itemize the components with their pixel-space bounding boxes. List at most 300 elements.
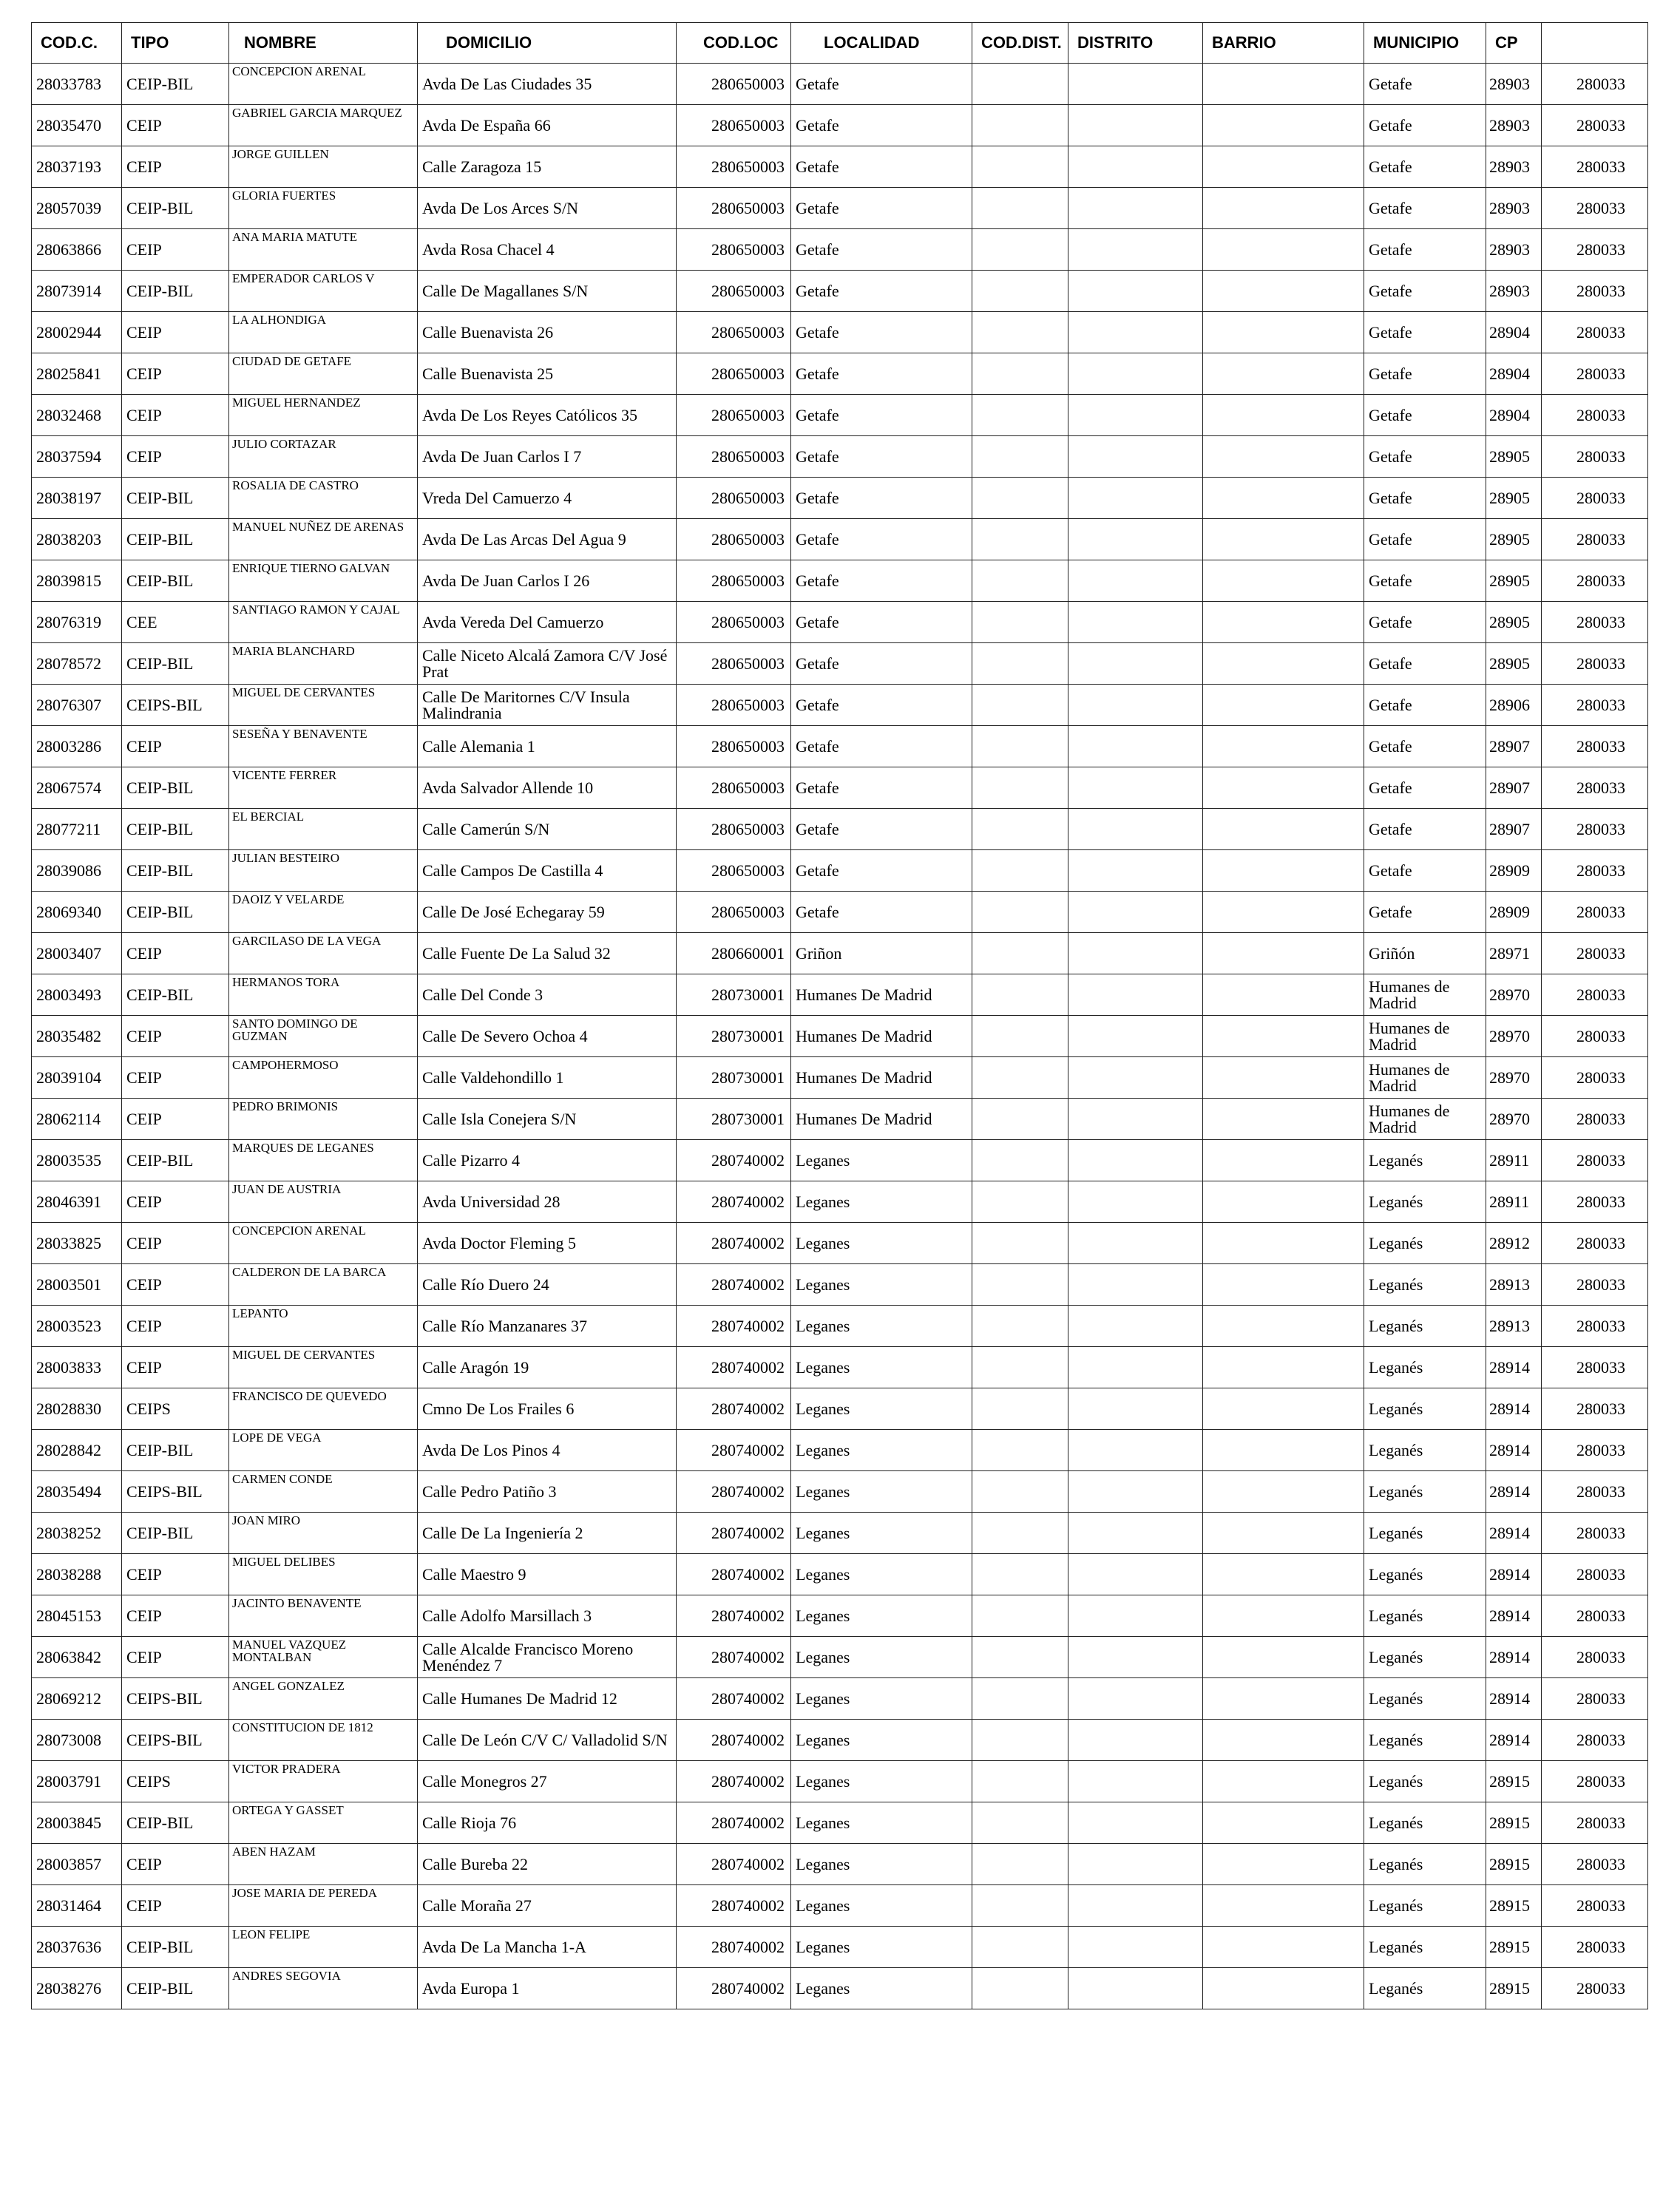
cell-domicilio: Calle Buenavista 25	[418, 353, 677, 395]
cell-barrio	[1203, 312, 1364, 353]
cell-cod-c: 28033783	[32, 64, 122, 105]
cell-cod-loc: 280740002	[677, 1927, 791, 1968]
cell-cp: 28914	[1486, 1347, 1542, 1388]
cell-extra: 280033	[1542, 1099, 1648, 1140]
cell-extra: 280033	[1542, 1595, 1648, 1637]
cell-distrito	[1068, 105, 1203, 146]
cell-cod-dist	[972, 933, 1068, 974]
cell-domicilio: Calle Isla Conejera S/N	[418, 1099, 677, 1140]
cell-extra: 280033	[1542, 602, 1648, 643]
header-row	[32, 23, 1648, 64]
table-row	[32, 1347, 1648, 1388]
cell-cod-c: 28037594	[32, 436, 122, 478]
cell-localidad: Getafe	[791, 685, 972, 726]
cell-municipio: Leganés	[1364, 1347, 1486, 1388]
table-row	[32, 1306, 1648, 1347]
table-row	[32, 726, 1648, 767]
cell-domicilio: Avda De Los Pinos 4	[418, 1430, 677, 1471]
cell-cp: 28904	[1486, 312, 1542, 353]
table-row	[32, 188, 1648, 229]
cell-distrito	[1068, 1513, 1203, 1554]
cell-cp: 28915	[1486, 1968, 1542, 2009]
cell-cod-dist	[972, 809, 1068, 850]
cell-cp: 28915	[1486, 1885, 1542, 1927]
cell-cp: 28915	[1486, 1761, 1542, 1802]
cell-domicilio: Calle Río Manzanares 37	[418, 1306, 677, 1347]
cell-distrito	[1068, 1678, 1203, 1720]
table-row	[32, 974, 1648, 1016]
cell-cp: 28905	[1486, 519, 1542, 560]
cell-extra: 280033	[1542, 1968, 1648, 2009]
cell-tipo: CEIP-BIL	[122, 64, 229, 105]
table-row	[32, 1099, 1648, 1140]
cell-localidad: Getafe	[791, 726, 972, 767]
cell-cod-dist	[972, 271, 1068, 312]
cell-barrio	[1203, 933, 1364, 974]
cell-domicilio: Calle Del Conde 3	[418, 974, 677, 1016]
cell-cod-c: 28037636	[32, 1927, 122, 1968]
cell-domicilio: Calle Adolfo Marsillach 3	[418, 1595, 677, 1637]
cell-barrio	[1203, 1347, 1364, 1388]
cell-tipo: CEIP	[122, 1099, 229, 1140]
cell-municipio: Humanes de Madrid	[1364, 1016, 1486, 1057]
cell-cp: 28915	[1486, 1844, 1542, 1885]
table-row	[32, 1513, 1648, 1554]
cell-cp: 28970	[1486, 1016, 1542, 1057]
cell-tipo: CEIP-BIL	[122, 767, 229, 809]
cell-barrio	[1203, 809, 1364, 850]
cell-nombre: CAMPOHERMOSO	[229, 1057, 418, 1099]
cell-localidad: Getafe	[791, 809, 972, 850]
cell-distrito	[1068, 1885, 1203, 1927]
schools-table	[31, 22, 1648, 2009]
cell-cod-loc: 280740002	[677, 1802, 791, 1844]
cell-cod-loc: 280650003	[677, 602, 791, 643]
cell-localidad: Getafe	[791, 188, 972, 229]
cell-extra: 280033	[1542, 892, 1648, 933]
table-row	[32, 1595, 1648, 1637]
cell-cod-c: 28063866	[32, 229, 122, 271]
cell-cp: 28914	[1486, 1637, 1542, 1678]
cell-barrio	[1203, 1099, 1364, 1140]
cell-nombre: MIGUEL HERNANDEZ	[229, 395, 418, 436]
cell-barrio	[1203, 64, 1364, 105]
cell-localidad: Leganes	[791, 1181, 972, 1223]
cell-localidad: Getafe	[791, 395, 972, 436]
cell-nombre: JORGE GUILLEN	[229, 146, 418, 188]
cell-barrio	[1203, 1844, 1364, 1885]
cell-nombre: EL BERCIAL	[229, 809, 418, 850]
cell-extra: 280033	[1542, 685, 1648, 726]
cell-barrio	[1203, 353, 1364, 395]
cell-municipio: Getafe	[1364, 850, 1486, 892]
cell-domicilio: Avda De Los Arces S/N	[418, 188, 677, 229]
cell-tipo: CEIP	[122, 1595, 229, 1637]
cell-tipo: CEIP	[122, 1306, 229, 1347]
cell-cp: 28914	[1486, 1595, 1542, 1637]
cell-cp: 28903	[1486, 271, 1542, 312]
cell-barrio	[1203, 1388, 1364, 1430]
cell-cod-loc: 280740002	[677, 1140, 791, 1181]
table-row	[32, 146, 1648, 188]
cell-nombre: FRANCISCO DE QUEVEDO	[229, 1388, 418, 1430]
cell-cod-dist	[972, 850, 1068, 892]
table-row	[32, 1554, 1648, 1595]
cell-cp: 28914	[1486, 1471, 1542, 1513]
cell-localidad: Leganes	[791, 1347, 972, 1388]
table-row	[32, 519, 1648, 560]
cell-extra: 280033	[1542, 1430, 1648, 1471]
cell-nombre: JUAN DE AUSTRIA	[229, 1181, 418, 1223]
header-localidad: LOCALIDAD	[791, 23, 972, 64]
cell-localidad: Leganes	[791, 1802, 972, 1844]
cell-cp: 28909	[1486, 892, 1542, 933]
cell-barrio	[1203, 1761, 1364, 1802]
cell-cp: 28903	[1486, 229, 1542, 271]
cell-extra: 280033	[1542, 726, 1648, 767]
cell-domicilio: Calle Rioja 76	[418, 1802, 677, 1844]
cell-cod-c: 28003791	[32, 1761, 122, 1802]
cell-extra: 280033	[1542, 64, 1648, 105]
cell-localidad: Griñon	[791, 933, 972, 974]
cell-nombre: GARCILASO DE LA VEGA	[229, 933, 418, 974]
cell-nombre: HERMANOS TORA	[229, 974, 418, 1016]
cell-extra: 280033	[1542, 478, 1648, 519]
cell-localidad: Getafe	[791, 105, 972, 146]
cell-distrito	[1068, 1181, 1203, 1223]
cell-barrio	[1203, 478, 1364, 519]
cell-domicilio: Calle Fuente De La Salud 32	[418, 933, 677, 974]
cell-tipo: CEIP	[122, 1264, 229, 1306]
cell-localidad: Leganes	[791, 1430, 972, 1471]
cell-extra: 280033	[1542, 188, 1648, 229]
cell-domicilio: Calle Zaragoza 15	[418, 146, 677, 188]
cell-tipo: CEIP	[122, 1554, 229, 1595]
cell-distrito	[1068, 560, 1203, 602]
cell-cod-c: 28069212	[32, 1678, 122, 1720]
cell-nombre: DAOIZ Y VELARDE	[229, 892, 418, 933]
cell-cod-loc: 280650003	[677, 726, 791, 767]
header-cod-loc: COD.LOC	[677, 23, 791, 64]
table-row	[32, 1388, 1648, 1430]
header-cp: CP	[1486, 23, 1542, 64]
cell-localidad: Getafe	[791, 64, 972, 105]
cell-nombre: MANUEL NUÑEZ DE ARENAS	[229, 519, 418, 560]
cell-cod-loc: 280740002	[677, 1347, 791, 1388]
cell-extra: 280033	[1542, 1181, 1648, 1223]
cell-municipio: Leganés	[1364, 1761, 1486, 1802]
cell-distrito	[1068, 1223, 1203, 1264]
cell-municipio: Humanes de Madrid	[1364, 1099, 1486, 1140]
table-row	[32, 229, 1648, 271]
table-row	[32, 1057, 1648, 1099]
cell-barrio	[1203, 1223, 1364, 1264]
cell-cod-loc: 280740002	[677, 1885, 791, 1927]
cell-cod-c: 28035482	[32, 1016, 122, 1057]
cell-domicilio: Avda De Juan Carlos I 7	[418, 436, 677, 478]
cell-municipio: Getafe	[1364, 478, 1486, 519]
cell-tipo: CEIP-BIL	[122, 1513, 229, 1554]
cell-tipo: CEIP	[122, 1637, 229, 1678]
cell-tipo: CEIP	[122, 726, 229, 767]
cell-nombre: MIGUEL DE CERVANTES	[229, 685, 418, 726]
cell-distrito	[1068, 395, 1203, 436]
cell-localidad: Getafe	[791, 436, 972, 478]
cell-nombre: VICENTE FERRER	[229, 767, 418, 809]
cell-municipio: Getafe	[1364, 726, 1486, 767]
cell-cp: 28914	[1486, 1388, 1542, 1430]
cell-cod-loc: 280650003	[677, 64, 791, 105]
header-domicilio: DOMICILIO	[418, 23, 677, 64]
cell-cod-dist	[972, 1057, 1068, 1099]
cell-barrio	[1203, 602, 1364, 643]
cell-tipo: CEIP-BIL	[122, 892, 229, 933]
table-row	[32, 643, 1648, 685]
cell-cod-c: 28003493	[32, 974, 122, 1016]
cell-cod-c: 28003501	[32, 1264, 122, 1306]
cell-cod-c: 28003857	[32, 1844, 122, 1885]
cell-cod-c: 28039104	[32, 1057, 122, 1099]
cell-cod-dist	[972, 1264, 1068, 1306]
cell-cod-c: 28033825	[32, 1223, 122, 1264]
cell-domicilio: Avda De Las Arcas Del Agua 9	[418, 519, 677, 560]
cell-cod-loc: 280650003	[677, 436, 791, 478]
cell-barrio	[1203, 643, 1364, 685]
cell-nombre: CONCEPCION ARENAL	[229, 1223, 418, 1264]
cell-distrito	[1068, 1057, 1203, 1099]
cell-barrio	[1203, 850, 1364, 892]
cell-localidad: Leganes	[791, 1761, 972, 1802]
cell-cod-dist	[972, 312, 1068, 353]
cell-localidad: Leganes	[791, 1968, 972, 2009]
cell-cod-dist	[972, 685, 1068, 726]
header-cod-c: COD.C.	[32, 23, 122, 64]
cell-municipio: Getafe	[1364, 64, 1486, 105]
cell-cp: 28903	[1486, 64, 1542, 105]
cell-barrio	[1203, 1595, 1364, 1637]
cell-cod-c: 28062114	[32, 1099, 122, 1140]
table-row	[32, 1968, 1648, 2009]
cell-barrio	[1203, 1637, 1364, 1678]
cell-cp: 28905	[1486, 643, 1542, 685]
cell-cod-loc: 280730001	[677, 1016, 791, 1057]
cell-distrito	[1068, 312, 1203, 353]
cell-localidad: Leganes	[791, 1844, 972, 1885]
cell-nombre: GLORIA FUERTES	[229, 188, 418, 229]
cell-cod-dist	[972, 1306, 1068, 1347]
cell-cod-dist	[972, 188, 1068, 229]
cell-tipo: CEIP	[122, 395, 229, 436]
header-tipo: TIPO	[122, 23, 229, 64]
cell-nombre: LEPANTO	[229, 1306, 418, 1347]
cell-cod-loc: 280740002	[677, 1306, 791, 1347]
cell-barrio	[1203, 1016, 1364, 1057]
table-row	[32, 1720, 1648, 1761]
cell-extra: 280033	[1542, 1016, 1648, 1057]
cell-distrito	[1068, 436, 1203, 478]
cell-localidad: Leganes	[791, 1140, 972, 1181]
cell-domicilio: Calle Moraña 27	[418, 1885, 677, 1927]
cell-nombre: ANA MARIA MATUTE	[229, 229, 418, 271]
cell-municipio: Leganés	[1364, 1968, 1486, 2009]
cell-localidad: Leganes	[791, 1388, 972, 1430]
cell-extra: 280033	[1542, 643, 1648, 685]
cell-cod-loc: 280650003	[677, 685, 791, 726]
cell-localidad: Getafe	[791, 643, 972, 685]
cell-nombre: EMPERADOR CARLOS V	[229, 271, 418, 312]
table-row	[32, 892, 1648, 933]
cell-cod-dist	[972, 1968, 1068, 2009]
cell-cod-loc: 280650003	[677, 560, 791, 602]
cell-tipo: CEIP	[122, 1181, 229, 1223]
table-row	[32, 1885, 1648, 1927]
cell-tipo: CEE	[122, 602, 229, 643]
cell-cod-dist	[972, 1554, 1068, 1595]
cell-cp: 28911	[1486, 1181, 1542, 1223]
cell-cp: 28914	[1486, 1720, 1542, 1761]
cell-cp: 28905	[1486, 602, 1542, 643]
cell-tipo: CEIP	[122, 146, 229, 188]
cell-nombre: LOPE DE VEGA	[229, 1430, 418, 1471]
cell-cod-c: 28076307	[32, 685, 122, 726]
cell-tipo: CEIP	[122, 933, 229, 974]
cell-tipo: CEIP-BIL	[122, 643, 229, 685]
cell-distrito	[1068, 1388, 1203, 1430]
cell-nombre: MIGUEL DE CERVANTES	[229, 1347, 418, 1388]
cell-domicilio: Calle De José Echegaray 59	[418, 892, 677, 933]
table-row	[32, 312, 1648, 353]
cell-localidad: Leganes	[791, 1554, 972, 1595]
cell-cod-dist	[972, 1099, 1068, 1140]
cell-tipo: CEIP	[122, 1885, 229, 1927]
cell-cod-dist	[972, 1761, 1068, 1802]
cell-extra: 280033	[1542, 271, 1648, 312]
cell-tipo: CEIP-BIL	[122, 1140, 229, 1181]
cell-tipo: CEIPS-BIL	[122, 1678, 229, 1720]
cell-extra: 280033	[1542, 1264, 1648, 1306]
cell-extra: 280033	[1542, 1720, 1648, 1761]
cell-cp: 28909	[1486, 850, 1542, 892]
cell-municipio: Getafe	[1364, 560, 1486, 602]
cell-cp: 28915	[1486, 1802, 1542, 1844]
cell-cp: 28914	[1486, 1430, 1542, 1471]
cell-extra: 280033	[1542, 312, 1648, 353]
cell-cod-dist	[972, 1430, 1068, 1471]
cell-nombre: SANTO DOMINGO DE GUZMAN	[229, 1016, 418, 1057]
cell-municipio: Getafe	[1364, 685, 1486, 726]
cell-cod-c: 28076319	[32, 602, 122, 643]
cell-distrito	[1068, 1471, 1203, 1513]
cell-cp: 28970	[1486, 1099, 1542, 1140]
cell-domicilio: Calle Buenavista 26	[418, 312, 677, 353]
cell-extra: 280033	[1542, 1223, 1648, 1264]
cell-cp: 28911	[1486, 1140, 1542, 1181]
cell-localidad: Humanes De Madrid	[791, 1057, 972, 1099]
cell-cp: 28905	[1486, 560, 1542, 602]
cell-cp: 28904	[1486, 395, 1542, 436]
cell-extra: 280033	[1542, 1057, 1648, 1099]
table-row	[32, 767, 1648, 809]
cell-localidad: Leganes	[791, 1637, 972, 1678]
cell-cp: 28906	[1486, 685, 1542, 726]
cell-nombre: SANTIAGO RAMON Y CAJAL	[229, 602, 418, 643]
cell-localidad: Leganes	[791, 1471, 972, 1513]
cell-nombre: LA ALHONDIGA	[229, 312, 418, 353]
cell-extra: 280033	[1542, 1761, 1648, 1802]
cell-distrito	[1068, 353, 1203, 395]
cell-distrito	[1068, 1595, 1203, 1637]
cell-cod-c: 28069340	[32, 892, 122, 933]
cell-domicilio: Cmno De Los Frailes 6	[418, 1388, 677, 1430]
cell-municipio: Leganés	[1364, 1720, 1486, 1761]
cell-cod-c: 28073008	[32, 1720, 122, 1761]
cell-barrio	[1203, 1057, 1364, 1099]
cell-nombre: PEDRO BRIMONIS	[229, 1099, 418, 1140]
cell-municipio: Leganés	[1364, 1471, 1486, 1513]
cell-barrio	[1203, 519, 1364, 560]
table-row	[32, 933, 1648, 974]
table-row	[32, 685, 1648, 726]
cell-cod-c: 28003286	[32, 726, 122, 767]
cell-cp: 28907	[1486, 726, 1542, 767]
cell-barrio	[1203, 188, 1364, 229]
cell-distrito	[1068, 933, 1203, 974]
cell-cod-dist	[972, 395, 1068, 436]
cell-tipo: CEIPS	[122, 1388, 229, 1430]
cell-distrito	[1068, 892, 1203, 933]
cell-nombre: MANUEL VAZQUEZ MONTALBAN	[229, 1637, 418, 1678]
cell-tipo: CEIP-BIL	[122, 974, 229, 1016]
cell-nombre: JACINTO BENAVENTE	[229, 1595, 418, 1637]
cell-localidad: Leganes	[791, 1223, 972, 1264]
cell-distrito	[1068, 1306, 1203, 1347]
cell-domicilio: Calle Niceto Alcalá Zamora C/V José Prat	[418, 643, 677, 685]
cell-distrito	[1068, 1430, 1203, 1471]
cell-cod-dist	[972, 1223, 1068, 1264]
cell-cod-loc: 280650003	[677, 809, 791, 850]
cell-distrito	[1068, 271, 1203, 312]
cell-localidad: Getafe	[791, 271, 972, 312]
cell-nombre: MIGUEL DELIBES	[229, 1554, 418, 1595]
cell-barrio	[1203, 1264, 1364, 1306]
cell-tipo: CEIP-BIL	[122, 1927, 229, 1968]
cell-cod-dist	[972, 1388, 1068, 1430]
cell-extra: 280033	[1542, 395, 1648, 436]
cell-cod-dist	[972, 1471, 1068, 1513]
cell-cod-dist	[972, 1513, 1068, 1554]
cell-localidad: Getafe	[791, 519, 972, 560]
cell-cod-dist	[972, 767, 1068, 809]
cell-municipio: Leganés	[1364, 1844, 1486, 1885]
cell-cod-loc: 280650003	[677, 395, 791, 436]
cell-tipo: CEIP-BIL	[122, 519, 229, 560]
cell-cod-loc: 280740002	[677, 1968, 791, 2009]
cell-localidad: Leganes	[791, 1720, 972, 1761]
cell-municipio: Getafe	[1364, 602, 1486, 643]
cell-cp: 28971	[1486, 933, 1542, 974]
cell-barrio	[1203, 767, 1364, 809]
cell-cod-dist	[972, 1181, 1068, 1223]
cell-cp: 28912	[1486, 1223, 1542, 1264]
cell-municipio: Getafe	[1364, 229, 1486, 271]
cell-localidad: Leganes	[791, 1885, 972, 1927]
cell-cp: 28913	[1486, 1264, 1542, 1306]
cell-domicilio: Vreda Del Camuerzo 4	[418, 478, 677, 519]
cell-localidad: Humanes De Madrid	[791, 1099, 972, 1140]
cell-localidad: Getafe	[791, 850, 972, 892]
table-row	[32, 105, 1648, 146]
cell-cod-c: 28038197	[32, 478, 122, 519]
